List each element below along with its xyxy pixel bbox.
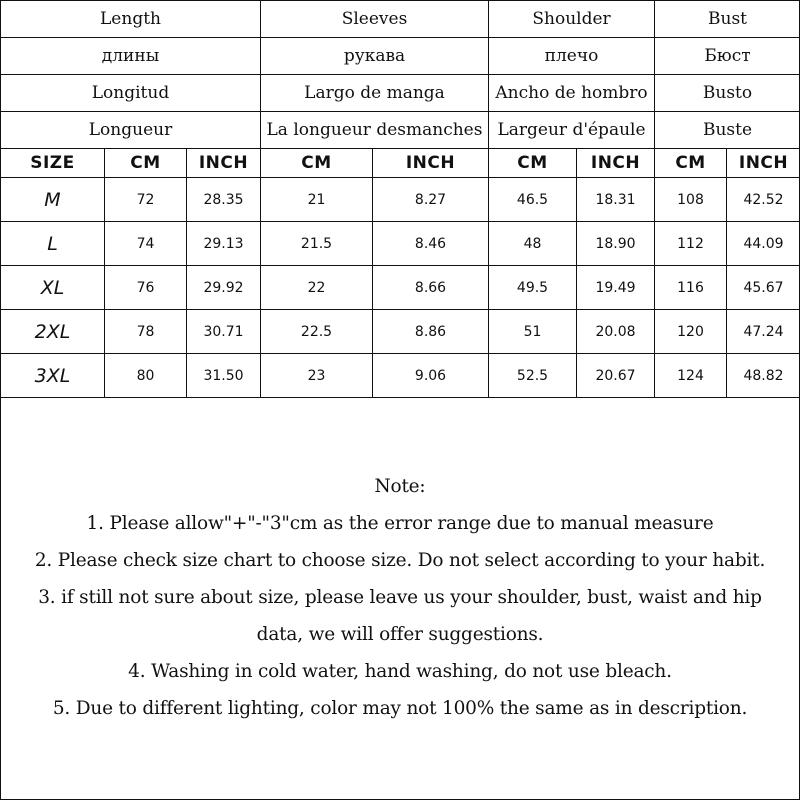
table-row (1, 266, 800, 310)
bust-inch-cell: 48.82 (727, 354, 800, 398)
shoulder-inch-cell: 20.08 (577, 310, 655, 354)
shoulder-inch-cell: 18.31 (577, 178, 655, 222)
unit-row (1, 149, 800, 178)
bust-cm-cell: 112 (655, 222, 727, 266)
length-cm-cell: 72 (105, 178, 187, 222)
note-line: 5. Due to different lighting, color may not 100% the same as in description. (52, 698, 748, 719)
sleeve-inch-cell: 8.46 (373, 222, 489, 266)
header-row-russian (1, 38, 800, 75)
note-line: 1. Please allow"+"-"3"cm as the error range due to manual measure (86, 513, 714, 534)
bust-inch-cell: 44.09 (727, 222, 800, 266)
size-cell: L (1, 222, 105, 266)
length-inch-cell: 30.71 (187, 310, 261, 354)
header-shoulder: плечо (489, 38, 655, 75)
header-sleeves: рукава (261, 38, 489, 75)
shoulder-cm-cell: 49.5 (489, 266, 577, 310)
unit-length-cm: CM (105, 149, 187, 178)
table-row (1, 354, 800, 398)
header-bust: Бюст (655, 38, 800, 75)
header-shoulder: Ancho de hombro (489, 75, 655, 112)
sleeve-cm-cell: 21.5 (261, 222, 373, 266)
header-bust: Busto (655, 75, 800, 112)
note-line: 3. if still not sure about size, please leave us your shoulder, bust, waist and hip (38, 587, 762, 608)
sleeve-inch-cell: 8.86 (373, 310, 489, 354)
unit-size: SIZE (1, 149, 105, 178)
bust-inch-cell: 42.52 (727, 178, 800, 222)
shoulder-inch-cell: 20.67 (577, 354, 655, 398)
shoulder-cm-cell: 52.5 (489, 354, 577, 398)
shoulder-cm-cell: 46.5 (489, 178, 577, 222)
header-sleeves: Largo de manga (261, 75, 489, 112)
header-sleeves: La longueur desmanches (261, 112, 489, 149)
sleeve-cm-cell: 22 (261, 266, 373, 310)
table-row (1, 178, 800, 222)
notes-title: Note: (374, 476, 426, 497)
header-sleeves: Sleeves (261, 1, 489, 38)
unit-bust-cm: CM (655, 149, 727, 178)
bust-cm-cell: 124 (655, 354, 727, 398)
header-shoulder: Shoulder (489, 1, 655, 38)
note-line: data, we will offer suggestions. (256, 624, 544, 645)
unit-sleeve-inch: INCH (373, 149, 489, 178)
unit-shoulder-cm: CM (489, 149, 577, 178)
table-row (1, 222, 800, 266)
bust-cm-cell: 120 (655, 310, 727, 354)
length-cm-cell: 74 (105, 222, 187, 266)
notes-section (0, 468, 800, 727)
bust-inch-cell: 45.67 (727, 266, 800, 310)
size-cell: 3XL (1, 354, 105, 398)
shoulder-cm-cell: 48 (489, 222, 577, 266)
note-line: 4. Washing in cold water, hand washing, do not use bleach. (128, 661, 672, 682)
length-cm-cell: 78 (105, 310, 187, 354)
header-length: Length (1, 1, 261, 38)
size-cell: M (1, 178, 105, 222)
bust-cm-cell: 116 (655, 266, 727, 310)
length-inch-cell: 31.50 (187, 354, 261, 398)
header-shoulder: Largeur d'épaule (489, 112, 655, 149)
sleeve-inch-cell: 9.06 (373, 354, 489, 398)
sleeve-cm-cell: 23 (261, 354, 373, 398)
size-cell: 2XL (1, 310, 105, 354)
shoulder-inch-cell: 19.49 (577, 266, 655, 310)
unit-length-inch: INCH (187, 149, 261, 178)
shoulder-cm-cell: 51 (489, 310, 577, 354)
note-line: 2. Please check size chart to choose size. Do not select according to your habit. (34, 550, 766, 571)
header-length: длины (1, 38, 261, 75)
length-cm-cell: 80 (105, 354, 187, 398)
bust-cm-cell: 108 (655, 178, 727, 222)
length-inch-cell: 28.35 (187, 178, 261, 222)
header-length: Longitud (1, 75, 261, 112)
sleeve-inch-cell: 8.66 (373, 266, 489, 310)
size-cell: XL (1, 266, 105, 310)
table-row (1, 310, 800, 354)
length-inch-cell: 29.92 (187, 266, 261, 310)
unit-bust-inch: INCH (727, 149, 800, 178)
bust-inch-cell: 47.24 (727, 310, 800, 354)
header-row-english (1, 1, 800, 38)
sleeve-cm-cell: 22.5 (261, 310, 373, 354)
shoulder-inch-cell: 18.90 (577, 222, 655, 266)
unit-shoulder-inch: INCH (577, 149, 655, 178)
unit-sleeve-cm: CM (261, 149, 373, 178)
header-bust: Bust (655, 1, 800, 38)
header-length: Longueur (1, 112, 261, 149)
length-inch-cell: 29.13 (187, 222, 261, 266)
header-row-french (1, 112, 800, 149)
size-chart-table (0, 0, 800, 398)
sleeve-inch-cell: 8.27 (373, 178, 489, 222)
length-cm-cell: 76 (105, 266, 187, 310)
header-bust: Buste (655, 112, 800, 149)
sleeve-cm-cell: 21 (261, 178, 373, 222)
header-row-spanish (1, 75, 800, 112)
